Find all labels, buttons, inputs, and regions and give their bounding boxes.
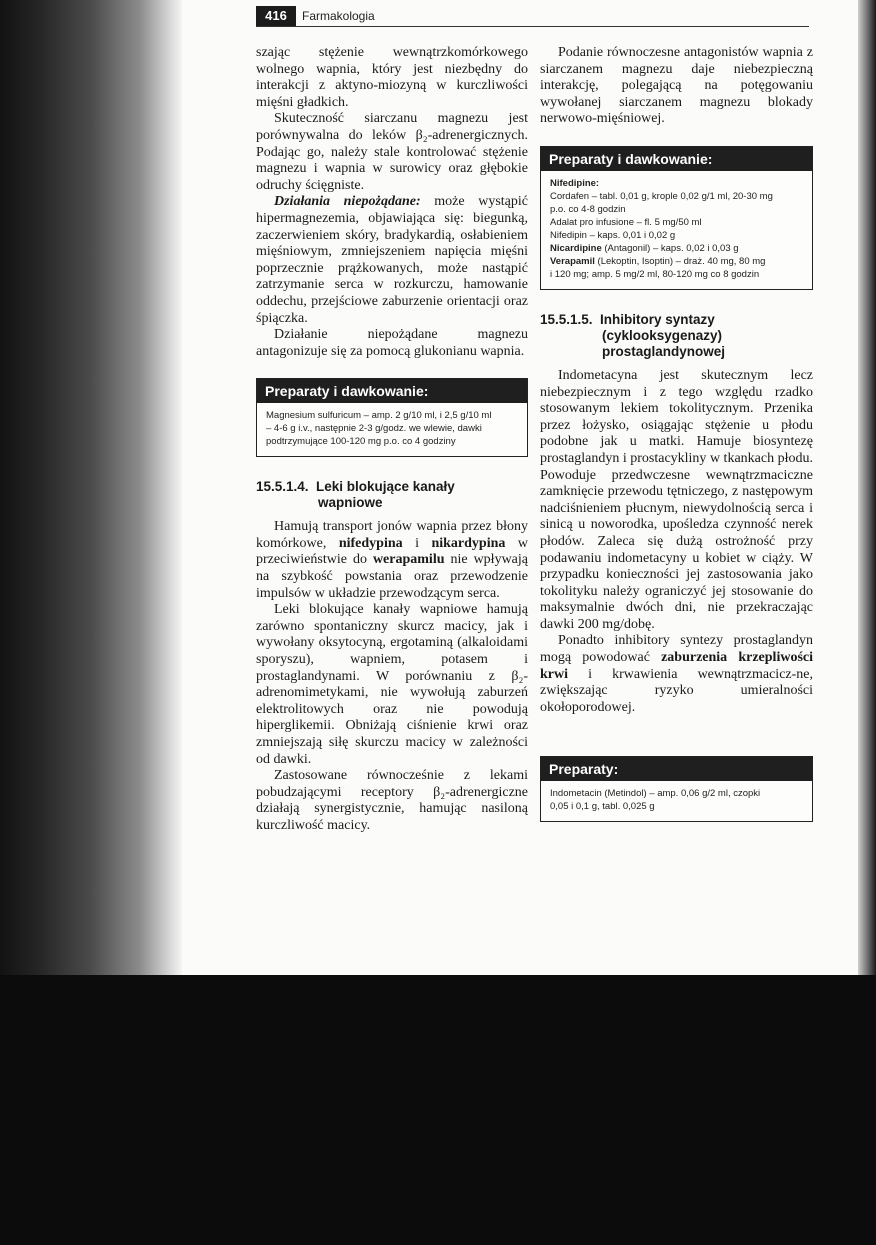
dosage-box-magnesium xyxy=(256,378,528,457)
paragraph: Indometacyna jest skutecznym lecz niebezpiecznym i z tego względu rzadko stosowanym lekiem tokolitycznym. Przenika przez łożysko, osiągając stężenie u płodu podobne jak u matki. Hamuje biosyntezę prostaglandyn i prostacykliny w tkankach płodu. Powoduje przedwczesne wewnątrzmaciczne zamknięcie przewodu tętniczego, z następowym nadciśnieniem płucnym, niewydolnością serca i sinicą u noworodka, upośledza czynność nerek płodów. Zaleca się dużą ostrożność przy podawaniu indometacyny u kobiet w ciąży. W przypadku konieczności jej zastosowania jako tokolityku należy ograniczyć jej stosowanie do maksymalnie dwóch dni, nie przekraczając dawki 200 mg/dobę. xyxy=(540,367,813,632)
page-number: 416 xyxy=(256,6,296,26)
box-line: Nifedipine: xyxy=(550,177,600,189)
side-effects-lead: Działania niepożądane: xyxy=(274,194,421,210)
dosage-box-indometacin xyxy=(540,756,813,822)
left-column xyxy=(256,45,528,835)
running-header xyxy=(256,6,809,27)
section-title-line: prostaglandynowej xyxy=(602,343,726,359)
paragraph: Leki blokujące kanały wapniowe hamują zarówno spontaniczny skurcz macicy, jak i wywołany oksytocyną, ergotaminą (alkaloidami sporyszu), wapniem, potasem i prostaglandynami. W porównaniu z β₂-adrenomimetykami, nie wywołują zaburzeń elektrolitowych oraz nie powodują hiperglikemii. Obniżają ciśnienie krwi oraz zmniejszają siłę skurczu macicy w zależności od dawki. xyxy=(256,602,528,767)
paragraph: Działanie niepożądane magnezu antagonizuje się za pomocą glukonianu wapnia. xyxy=(256,327,528,359)
box-line: Adalat pro infusione – fl. 5 mg/50 ml xyxy=(550,216,702,228)
emphasis: zaburzenia krzepliwości krwi xyxy=(540,650,813,682)
drug-name: nifedypina xyxy=(338,535,403,551)
scanner-background xyxy=(0,975,876,1245)
box-body xyxy=(541,171,812,289)
box-title: Preparaty: xyxy=(541,757,812,781)
section-title-line: Inhibitory syntazy xyxy=(600,311,715,327)
section-title-line: wapniowe xyxy=(318,495,383,511)
box-line: 0,05 i 0,1 g, tabl. 0,025 g xyxy=(550,801,655,813)
section-title-line: (cyklooksygenazy) xyxy=(602,327,723,343)
running-title: Farmakologia xyxy=(302,9,375,23)
box-title: Preparaty i dawkowanie: xyxy=(257,379,527,403)
right-column xyxy=(540,45,813,844)
box-line: Indometacin (Metindol) – amp. 0,06 g/2 ml, czopki xyxy=(550,788,761,800)
box-line: Nicardipine (Antagonil) – kaps. 0,02 i 0,03 g xyxy=(550,242,739,254)
paragraph: Hamują transport jonów wapnia przez błony komórkowe, nifedypina i nikardypina w przeciwieństwie do werapamilu nie wpływają na szybkość powstania oraz przewodzenie impulsów w układzie przewodzącym serca. xyxy=(256,519,528,601)
paragraph: Działania niepożądane: może wystąpić hipermagnezemia, objawiająca się: biegunką, zaczerwieniem skóry, bradykardią, osłabieniem mięśniowym, zmniejszeniem napięcia mięśni poprzecznie prążkowanych, może nastąpić zatrzymanie serca w rozkurczu, hamowanie oddechu, przejściowe zaburzenie orientacji oraz śpiączka. xyxy=(256,194,528,326)
box-line: Nifedipin – kaps. 0,01 i 0,02 g xyxy=(550,229,676,241)
box-title: Preparaty i dawkowanie: xyxy=(541,147,812,171)
paragraph: Podanie równoczesne antagonistów wapnia z siarczanem magnezu daje niebezpieczną interakcję, polegającą na potęgowaniu wywołanej siarczanem magnezu blokady nerwowo-mięśniowej. xyxy=(540,45,813,127)
paragraph: Ponadto inhibitory syntezy prostaglandyn mogą powodować zaburzenia krzepliwości krwi i krwawienia wewnątrzmacicz-ne, zwiększając ryzyko umieralności okołoporodowej. xyxy=(540,633,813,715)
box-body xyxy=(541,781,812,821)
box-line: Magnesium sulfuricum – amp. 2 g/10 ml, i 2,5 g/10 ml xyxy=(266,410,492,422)
section-title-line: Leki blokujące kanały xyxy=(316,479,455,495)
section-number: 15.5.1.4. xyxy=(256,479,309,495)
dosage-box-calcium-blockers xyxy=(540,146,813,290)
section-number: 15.5.1.5. xyxy=(540,311,593,327)
drug-name: werapamilu xyxy=(372,552,445,568)
paragraph: Skuteczność siarczanu magnezu jest porównywalna do leków β₂-adrenergicznych. Podając go, należy stale kontrolować stężenie magnezu i wapnia w surowicy oraz głębokie odruchy ścięgniste. xyxy=(256,111,528,193)
box-line: Verapamil (Lekoptin, Isoptin) – draż. 40 mg, 80 mg xyxy=(550,255,766,267)
box-line: podtrzymujące 100-120 mg p.o. co 4 godziny xyxy=(266,436,456,448)
box-line: p.o. co 4-8 godzin xyxy=(550,203,626,215)
section-heading-calcium-blockers xyxy=(256,479,528,511)
drug-name: nikardypina xyxy=(431,535,506,551)
paragraph: szając stężenie wewnątrzkomórkowego wolnego wapnia, który jest niezbędny do interakcji z aktyno-miozyną w kurczliwości mięśni gładkich. xyxy=(256,45,528,110)
box-line: – 4-6 g i.v., następnie 2-3 g/godz. we wlewie, dawki xyxy=(266,423,482,435)
box-line: Cordafen – tabl. 0,01 g, krople 0,02 g/1 ml, 20-30 mg xyxy=(550,190,773,202)
box-body xyxy=(257,403,527,456)
section-heading-prostaglandin-inhibitors xyxy=(540,312,813,360)
box-line: i 120 mg; amp. 5 mg/2 ml, 80-120 mg co 8 godzin xyxy=(550,268,760,280)
paragraph: Zastosowane równocześnie z lekami pobudzającymi receptory β₂-adrenergiczne działają synergistycznie, hamując nasiloną kurczliwość macicy. xyxy=(256,768,528,833)
